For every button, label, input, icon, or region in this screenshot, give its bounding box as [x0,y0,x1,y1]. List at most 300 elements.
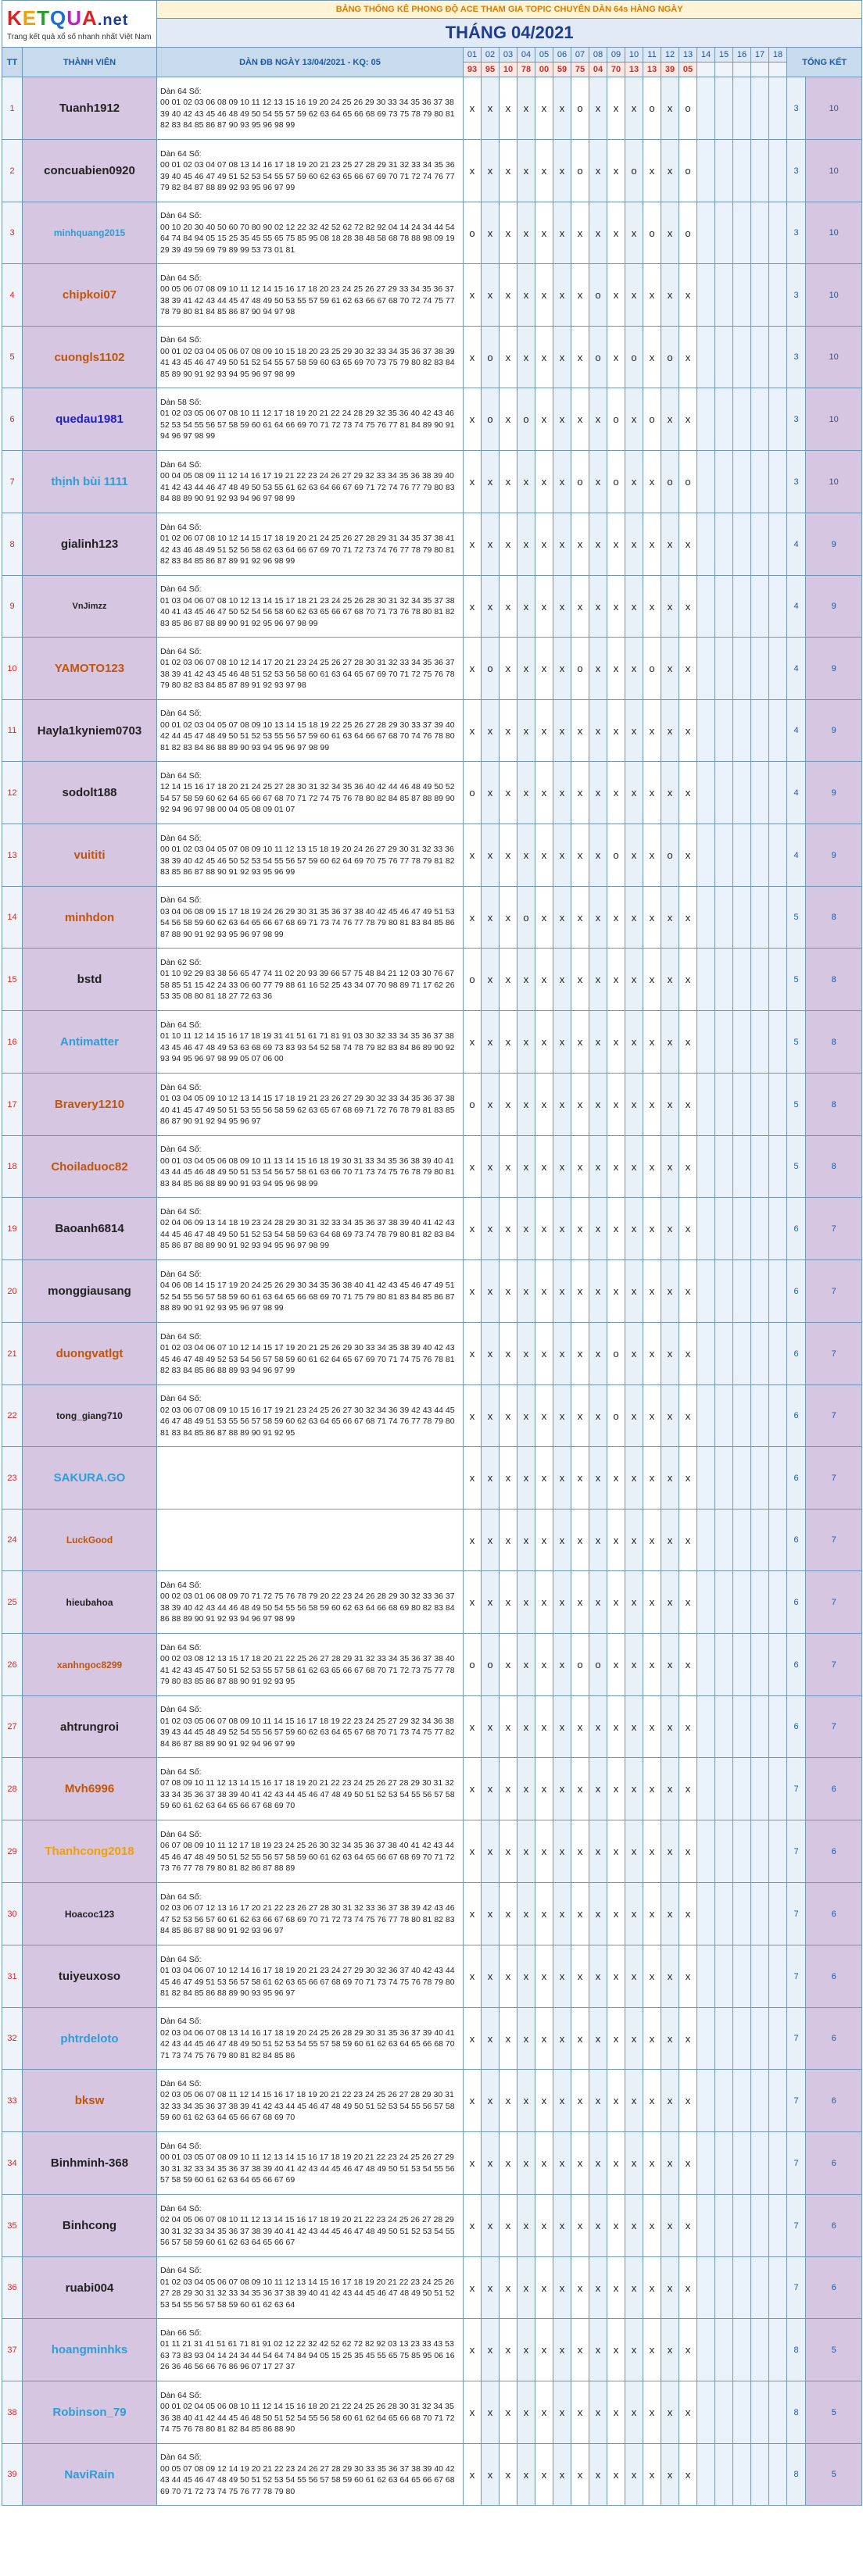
day-mark: x [607,513,625,576]
member-name[interactable]: hoangminhks [23,2319,157,2381]
number-list [157,1260,464,1323]
day-mark: x [500,824,517,887]
day-mark: x [589,1945,607,2008]
member-name[interactable]: VnJimzz [23,576,157,638]
day-mark [769,140,787,202]
day-mark [751,1634,769,1696]
day-mark: x [589,1323,607,1385]
table-row [2,1696,862,1758]
day-mark: x [535,638,553,700]
day-mark: x [482,1198,500,1260]
day-mark: x [661,762,679,824]
day-mark: x [589,2132,607,2195]
number-list [157,1758,464,1820]
day-mark: x [589,1385,607,1447]
day-mark: x [607,700,625,762]
day-mark: x [607,638,625,700]
day-mark [733,264,751,327]
day-mark: x [679,2008,697,2070]
day-mark: x [679,1883,697,1945]
day-mark: x [482,513,500,576]
day-mark: x [517,1198,535,1260]
day-mark: x [500,2008,517,2070]
miss-count: 6 [787,1510,806,1571]
day-mark: x [661,1696,679,1758]
miss-count: 8 [787,2319,806,2381]
day-mark: x [661,77,679,140]
day-mark: x [553,1136,571,1198]
list-title: Dàn 64 Số: [160,709,202,718]
number-list [157,77,464,140]
member-name[interactable]: cuongls1102 [23,327,157,388]
day-mark: x [535,700,553,762]
day-mark: x [589,1198,607,1260]
day-mark [733,1883,751,1945]
day-mark: x [464,451,482,513]
day-mark: x [500,1883,517,1945]
day-mark: x [679,1447,697,1510]
day-mark: x [571,1758,589,1820]
day-mark: x [464,1198,482,1260]
list-title: Dàn 64 Số: [160,1331,202,1342]
day-mark: x [589,1074,607,1136]
day-header: 13 [679,48,697,63]
member-name[interactable]: Hayla1kyniem0703 [23,700,157,762]
day-mark [751,2444,769,2506]
day-mark [733,1696,751,1758]
day-mark: x [571,2195,589,2257]
day-mark: x [500,202,517,264]
list-title: Dàn 64 Số: [160,459,202,470]
miss-count: 3 [787,202,806,264]
miss-count: 6 [787,1385,806,1447]
member-name[interactable]: Mvh6996 [23,1758,157,1820]
member-name[interactable]: bstd [23,949,157,1011]
number-list [157,451,464,513]
list-title: Dàn 64 Số: [160,86,202,96]
day-mark [769,1074,787,1136]
total-score: 7 [806,1510,862,1571]
day-mark: x [517,513,535,576]
day-mark [715,1696,733,1758]
row-number: 25 [2,1571,23,1634]
day-mark: x [625,1883,643,1945]
day-mark: o [607,388,625,451]
member-name[interactable]: Baoanh6814 [23,1198,157,1260]
day-mark [769,1385,787,1447]
table-row [2,202,862,264]
day-mark: x [500,1385,517,1447]
day-header: 11 [643,48,661,63]
day-mark: x [500,1323,517,1385]
day-mark [769,1696,787,1758]
member-name[interactable]: sodolt188 [23,762,157,824]
day-mark: x [482,140,500,202]
row-number: 21 [2,1323,23,1385]
day-mark: x [589,824,607,887]
miss-count: 5 [787,1011,806,1074]
day-mark: x [661,700,679,762]
day-mark: x [607,202,625,264]
stats-table [2,0,862,2506]
member-name[interactable]: quedau1981 [23,388,157,451]
row-number: 17 [2,1074,23,1136]
member-name[interactable]: Bravery1210 [23,1074,157,1136]
site-logo[interactable] [2,1,157,48]
day-mark: x [607,887,625,949]
result-header [751,63,769,77]
member-name[interactable]: tong_giang710 [23,1385,157,1447]
day-mark [697,2070,715,2132]
day-mark: x [553,513,571,576]
day-mark: o [625,140,643,202]
day-mark: x [625,1260,643,1323]
day-mark: x [625,1323,643,1385]
list-numbers: 00 02 03 01 06 08 09 70 71 72 75 76 78 79 20 22 23 24 26 28 29 30 32 33 36 37 38 39 40 42 43 44 46 48 49 50 54 55 56 58 59 60 62 63 64 66 68 69 80 82 83 84 86 88 89 90 91 92 93 94 96 97 98 99 [160,1592,455,1624]
miss-count: 7 [787,2070,806,2132]
miss-count: 8 [787,2381,806,2444]
day-mark: x [643,1883,661,1945]
member-name[interactable]: Robinson_79 [23,2381,157,2444]
day-mark: x [643,1696,661,1758]
table-row [2,2444,862,2506]
day-mark: x [625,1074,643,1136]
day-mark: x [589,1447,607,1510]
total-score: 10 [806,327,862,388]
day-mark [733,887,751,949]
result-header: 70 [607,63,625,77]
member-name[interactable]: Choiladuoc82 [23,1136,157,1198]
day-mark: x [643,451,661,513]
day-mark: x [589,2008,607,2070]
day-mark: x [553,2070,571,2132]
day-mark: x [535,1945,553,2008]
day-mark: x [500,576,517,638]
day-mark: x [589,2195,607,2257]
day-mark: x [535,1260,553,1323]
day-mark: x [643,2008,661,2070]
row-number: 8 [2,513,23,576]
day-mark: x [643,1260,661,1323]
day-mark: x [607,949,625,1011]
member-name[interactable]: YAMOTO123 [23,638,157,700]
day-mark: x [625,1136,643,1198]
day-mark: x [607,2195,625,2257]
member-name[interactable]: Thanhcong2018 [23,1820,157,1883]
list-title: Dàn 64 Số: [160,1829,202,1839]
day-mark [697,2319,715,2381]
day-mark: x [625,700,643,762]
member-name[interactable]: NaviRain [23,2444,157,2506]
day-mark: x [553,887,571,949]
number-list [157,1945,464,2008]
list-numbers: 00 01 02 03 06 08 09 10 11 12 13 15 16 19 20 24 25 26 29 30 33 34 35 36 37 38 39 40 42 43 45 46 48 49 50 54 55 57 59 62 63 64 65 66 68 69 73 75 78 79 80 81 82 83 84 85 86 87 90 93 95 96 98 99 [160,98,455,130]
day-mark [769,638,787,700]
day-mark: o [464,1074,482,1136]
miss-count: 7 [787,1820,806,1883]
day-mark: x [571,2070,589,2132]
miss-count: 6 [787,1198,806,1260]
table-row [2,1571,862,1634]
number-list [157,824,464,887]
list-title: Dàn 64 Số: [160,833,202,843]
day-mark: x [661,1634,679,1696]
day-mark: x [607,140,625,202]
list-title: Dàn 64 Số: [160,1580,202,1590]
day-mark: x [517,327,535,388]
row-number: 20 [2,1260,23,1323]
row-number: 5 [2,327,23,388]
day-mark [733,1447,751,1510]
day-mark [751,1883,769,1945]
day-mark: o [607,451,625,513]
member-name[interactable]: LuckGood [23,1510,157,1571]
total-score: 6 [806,1758,862,1820]
day-mark [769,1136,787,1198]
day-mark [769,327,787,388]
day-mark: o [643,638,661,700]
day-mark [715,1385,733,1447]
day-mark: x [482,451,500,513]
day-mark [769,1945,787,2008]
day-mark: x [500,1945,517,2008]
day-mark: x [607,2319,625,2381]
member-name[interactable]: SAKURA.GO [23,1447,157,1510]
day-mark: x [517,1260,535,1323]
day-mark: x [571,1198,589,1260]
day-mark [697,513,715,576]
day-mark [697,202,715,264]
day-mark: x [643,2319,661,2381]
row-number: 26 [2,1634,23,1696]
total-score: 8 [806,1074,862,1136]
day-mark: x [482,202,500,264]
table-row [2,1260,862,1323]
day-mark: x [607,2444,625,2506]
day-mark: o [661,327,679,388]
day-mark: x [607,1260,625,1323]
row-number: 16 [2,1011,23,1074]
day-mark: x [535,1634,553,1696]
day-mark [715,1447,733,1510]
day-mark: x [517,2195,535,2257]
day-mark [697,576,715,638]
day-mark: x [625,1758,643,1820]
day-mark: x [643,2195,661,2257]
member-name[interactable]: xanhngoc8299 [23,1634,157,1696]
day-mark: x [661,1385,679,1447]
list-numbers: 02 04 05 06 07 08 10 11 12 13 14 15 16 17 18 19 20 21 22 23 24 25 26 27 28 29 30 31 32 33 34 35 36 37 38 39 40 41 42 43 44 45 46 47 48 49 50 51 52 53 54 55 56 57 58 59 60 61 62 63 64 65 66 67 [160,2215,455,2247]
day-mark: x [517,140,535,202]
day-mark: x [571,1447,589,1510]
day-mark: x [625,824,643,887]
day-mark: x [643,1820,661,1883]
day-mark [697,2195,715,2257]
day-mark: x [589,202,607,264]
member-name[interactable]: Tuanh1912 [23,77,157,140]
total-score: 8 [806,1011,862,1074]
member-name[interactable]: chipkoi07 [23,264,157,327]
day-mark: x [643,327,661,388]
member-name[interactable]: monggiausang [23,1260,157,1323]
member-name[interactable]: Hoacoc123 [23,1883,157,1945]
day-mark [769,1011,787,1074]
total-score: 10 [806,202,862,264]
day-mark [733,202,751,264]
member-name[interactable]: phtrdeloto [23,2008,157,2070]
day-mark: x [571,576,589,638]
day-mark [697,1198,715,1260]
total-score: 7 [806,1260,862,1323]
list-title: Dàn 64 Số: [160,646,202,656]
day-mark [733,2070,751,2132]
day-mark: x [571,1011,589,1074]
result-header: 10 [500,63,517,77]
day-mark: x [500,762,517,824]
row-number: 12 [2,762,23,824]
day-mark [697,638,715,700]
day-mark [733,1945,751,2008]
day-mark: x [643,264,661,327]
day-mark: o [571,140,589,202]
list-title: Dàn 64 Số: [160,1145,202,1154]
number-list [157,1696,464,1758]
day-mark [715,2008,733,2070]
day-mark: x [571,2008,589,2070]
day-mark: x [589,576,607,638]
member-name[interactable]: ahtrungroi [23,1696,157,1758]
day-mark: x [517,1634,535,1696]
day-mark [769,700,787,762]
member-name[interactable]: Antimatter [23,1011,157,1074]
day-mark: x [589,1510,607,1571]
day-mark: x [517,762,535,824]
day-mark: x [589,762,607,824]
list-title: Dàn 66 Số: [160,2328,202,2338]
day-mark: x [482,1883,500,1945]
day-mark: x [679,2132,697,2195]
day-mark [697,2381,715,2444]
member-name[interactable]: Binhminh-368 [23,2132,157,2195]
member-name[interactable]: concuabien0920 [23,140,157,202]
day-mark [697,1634,715,1696]
day-mark: x [482,1385,500,1447]
day-mark [697,327,715,388]
total-score: 9 [806,700,862,762]
member-name[interactable]: Binhcong [23,2195,157,2257]
member-name[interactable]: bksw [23,2070,157,2132]
day-mark: x [643,700,661,762]
day-mark [769,1510,787,1571]
table-row [2,1074,862,1136]
member-name[interactable]: hieubahoa [23,1571,157,1634]
day-mark: x [464,264,482,327]
table-row [2,2008,862,2070]
member-name[interactable]: thịnh bùi 1111 [23,451,157,513]
day-mark [733,700,751,762]
day-mark: x [571,1260,589,1323]
day-mark [769,576,787,638]
number-list [157,1074,464,1136]
day-mark: x [464,1820,482,1883]
day-mark [697,264,715,327]
day-mark: x [500,1136,517,1198]
day-mark: x [607,2257,625,2319]
day-mark [715,1634,733,1696]
day-mark: x [535,264,553,327]
day-mark [697,887,715,949]
member-name[interactable]: duongvatlgt [23,1323,157,1385]
number-list [157,202,464,264]
day-mark [751,824,769,887]
day-mark: x [679,762,697,824]
row-number: 4 [2,264,23,327]
day-mark: x [553,638,571,700]
day-mark: x [607,327,625,388]
day-mark: x [464,1883,482,1945]
day-mark: x [679,824,697,887]
row-number: 39 [2,2444,23,2506]
table-row [2,2319,862,2381]
day-mark: x [679,1323,697,1385]
day-mark [697,2444,715,2506]
member-name[interactable]: ruabi004 [23,2257,157,2319]
member-name[interactable]: gialinh123 [23,513,157,576]
total-score: 10 [806,264,862,327]
day-mark: x [589,140,607,202]
day-mark: o [643,77,661,140]
list-numbers: 00 02 03 08 12 13 15 17 18 20 21 22 25 26 27 28 29 31 32 33 34 35 36 37 38 40 41 42 43 45 47 50 51 52 53 55 57 58 61 62 63 65 66 67 68 70 71 72 73 75 77 78 79 80 83 85 86 87 88 90 91 92 93 95 [160,1654,455,1686]
day-mark [769,2070,787,2132]
member-name[interactable]: vuititi [23,824,157,887]
day-mark [769,513,787,576]
result-header [733,63,751,77]
day-mark: x [482,1571,500,1634]
day-mark [733,388,751,451]
day-mark [715,1260,733,1323]
member-name[interactable]: minhdon [23,887,157,949]
day-mark [751,576,769,638]
day-mark: o [517,388,535,451]
day-mark: x [679,2257,697,2319]
day-mark: x [589,2381,607,2444]
day-header: 05 [535,48,553,63]
day-mark [733,762,751,824]
day-mark: x [607,264,625,327]
total-score: 5 [806,2381,862,2444]
day-mark [769,264,787,327]
list-title: Dàn 64 Số: [160,2078,202,2088]
day-mark: x [607,1820,625,1883]
day-mark [733,1074,751,1136]
miss-count: 6 [787,1634,806,1696]
member-name[interactable]: tuiyeuxoso [23,1945,157,2008]
day-mark [751,2381,769,2444]
day-mark [697,1571,715,1634]
day-mark: x [482,1758,500,1820]
day-mark: x [535,2319,553,2381]
day-mark: x [464,1945,482,2008]
day-mark [733,2444,751,2506]
day-mark: x [661,949,679,1011]
day-mark: x [482,949,500,1011]
day-mark [715,1323,733,1385]
day-mark: o [482,638,500,700]
day-mark: x [553,700,571,762]
member-name[interactable]: minhquang2015 [23,202,157,264]
day-mark: x [500,1198,517,1260]
day-mark [751,1571,769,1634]
